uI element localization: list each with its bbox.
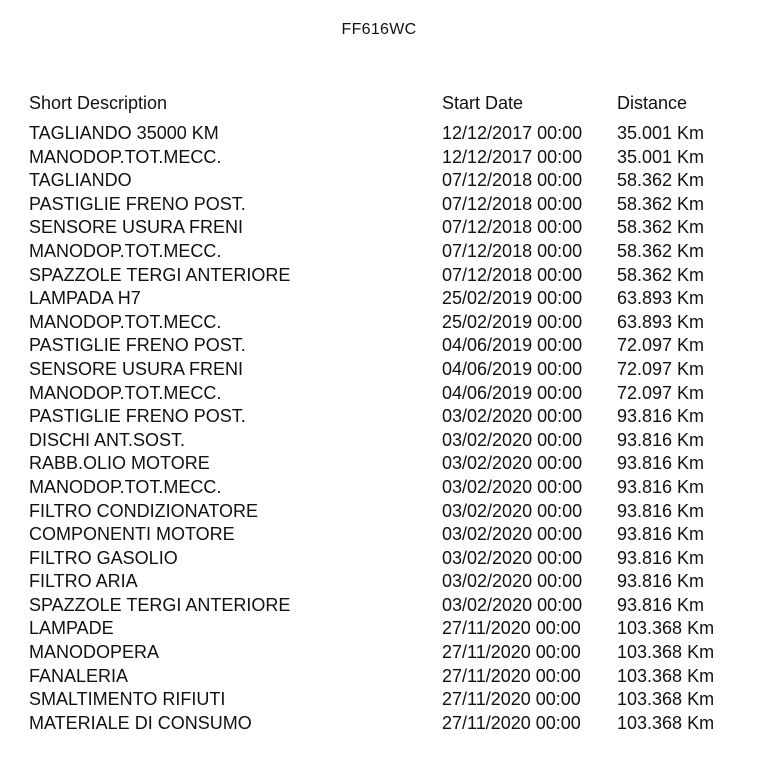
row-start-date: 03/02/2020 00:00: [442, 500, 583, 521]
row-start-date: 12/12/2017 00:00: [442, 146, 583, 167]
table-row: [29, 311, 749, 335]
row-start-date: 27/11/2020 00:00: [442, 689, 581, 710]
row-description: PASTIGLIE FRENO POST.: [29, 335, 246, 356]
row-start-date: 03/02/2020 00:00: [442, 476, 583, 497]
row-distance: 58.362 Km: [617, 240, 705, 261]
row-start-date: 03/02/2020 00:00: [442, 571, 583, 592]
table-row: [29, 146, 749, 170]
table-body: [29, 122, 749, 735]
header-short-description: Short Description: [29, 93, 168, 113]
table-row: [29, 547, 749, 571]
row-distance: 103.368 Km: [617, 665, 715, 686]
row-distance: 93.816 Km: [617, 547, 705, 568]
row-description: MANODOP.TOT.MECC.: [29, 146, 222, 167]
row-distance: 72.097 Km: [617, 358, 705, 379]
row-start-date: 07/12/2018 00:00: [442, 264, 583, 285]
row-distance: 35.001 Km: [617, 146, 705, 167]
table-row: [29, 240, 749, 264]
row-distance: 93.816 Km: [617, 571, 705, 592]
row-distance: 58.362 Km: [617, 264, 705, 285]
table-row: [29, 665, 749, 689]
row-start-date: 27/11/2020 00:00: [442, 642, 581, 663]
table-row: [29, 429, 749, 453]
table-row: [29, 264, 749, 288]
row-description: MANODOP.TOT.MECC.: [29, 382, 222, 403]
row-distance: 103.368 Km: [617, 642, 715, 663]
row-start-date: 04/06/2019 00:00: [442, 358, 583, 379]
row-start-date: 25/02/2019 00:00: [442, 288, 583, 309]
row-start-date: 03/02/2020 00:00: [442, 406, 583, 427]
row-start-date: 07/12/2018 00:00: [442, 217, 583, 238]
row-description: SPAZZOLE TERGI ANTERIORE: [29, 594, 291, 615]
row-description: MANODOP.TOT.MECC.: [29, 240, 222, 261]
table-row: [29, 287, 749, 311]
table-row: [29, 358, 749, 382]
row-distance: 72.097 Km: [617, 335, 705, 356]
row-distance: 93.816 Km: [617, 453, 705, 474]
row-description: LAMPADE: [29, 618, 114, 639]
row-start-date: 07/12/2018 00:00: [442, 193, 583, 214]
row-distance: 93.816 Km: [617, 524, 705, 545]
row-distance: 103.368 Km: [617, 689, 715, 710]
row-start-date: 03/02/2020 00:00: [442, 547, 583, 568]
row-distance: 103.368 Km: [617, 618, 715, 639]
row-distance: 93.816 Km: [617, 429, 705, 450]
header-distance: Distance: [617, 93, 688, 113]
table-row: [29, 122, 749, 146]
row-distance: 58.362 Km: [617, 217, 705, 238]
row-start-date: 04/06/2019 00:00: [442, 335, 583, 356]
table-row: [29, 617, 749, 641]
row-description: MATERIALE DI CONSUMO: [29, 712, 252, 733]
table-row: [29, 382, 749, 406]
row-distance: 63.893 Km: [617, 311, 705, 332]
row-start-date: 03/02/2020 00:00: [442, 594, 583, 615]
table-row: [29, 405, 749, 429]
row-start-date: 03/02/2020 00:00: [442, 453, 583, 474]
row-start-date: 03/02/2020 00:00: [442, 429, 583, 450]
table-row: [29, 641, 749, 665]
row-description: SENSORE USURA FRENI: [29, 217, 244, 238]
row-start-date: 04/06/2019 00:00: [442, 382, 583, 403]
row-description: FILTRO GASOLIO: [29, 547, 178, 568]
row-start-date: 07/12/2018 00:00: [442, 240, 583, 261]
row-description: SPAZZOLE TERGI ANTERIORE: [29, 264, 291, 285]
row-description: SENSORE USURA FRENI: [29, 358, 244, 379]
row-description: LAMPADA H7: [29, 288, 141, 309]
row-distance: 63.893 Km: [617, 288, 705, 309]
row-description: TAGLIANDO: [29, 170, 132, 191]
row-start-date: 12/12/2017 00:00: [442, 123, 583, 143]
row-distance: 58.362 Km: [617, 170, 705, 191]
table-row: [29, 216, 749, 240]
row-description: DISCHI ANT.SOST.: [29, 429, 186, 450]
table-row: [29, 594, 749, 618]
row-description: MANODOPERA: [29, 642, 160, 663]
row-distance: 58.362 Km: [617, 193, 705, 214]
row-distance: 93.816 Km: [617, 476, 705, 497]
table-row: [29, 570, 749, 594]
row-description: COMPONENTI MOTORE: [29, 524, 235, 545]
row-description: SMALTIMENTO RIFIUTI: [29, 689, 226, 710]
row-distance: 93.816 Km: [617, 594, 705, 615]
header-start-date: Start Date: [442, 93, 524, 113]
row-distance: 103.368 Km: [617, 712, 715, 733]
row-start-date: 03/02/2020 00:00: [442, 524, 583, 545]
row-distance: 93.816 Km: [617, 500, 705, 521]
table-row: [29, 712, 749, 736]
row-distance: 35.001 Km: [617, 123, 705, 143]
row-description: MANODOP.TOT.MECC.: [29, 476, 222, 497]
document-title: FF616WC: [341, 21, 417, 38]
table-row: [29, 452, 749, 476]
row-description: TAGLIANDO 35000 KM: [29, 123, 219, 143]
maintenance-table: [29, 92, 749, 735]
table-row: [29, 193, 749, 217]
table-row: [29, 523, 749, 547]
row-description: PASTIGLIE FRENO POST.: [29, 406, 246, 427]
row-start-date: 27/11/2020 00:00: [442, 712, 581, 733]
table-row: [29, 334, 749, 358]
row-distance: 93.816 Km: [617, 406, 705, 427]
table-row: [29, 476, 749, 500]
row-description: MANODOP.TOT.MECC.: [29, 311, 222, 332]
row-description: FANALERIA: [29, 665, 129, 686]
row-start-date: 27/11/2020 00:00: [442, 618, 581, 639]
table-row: [29, 169, 749, 193]
table-row: [29, 500, 749, 524]
row-start-date: 25/02/2019 00:00: [442, 311, 583, 332]
row-distance: 72.097 Km: [617, 382, 705, 403]
row-start-date: 27/11/2020 00:00: [442, 665, 581, 686]
row-start-date: 07/12/2018 00:00: [442, 170, 583, 191]
row-description: PASTIGLIE FRENO POST.: [29, 193, 246, 214]
row-description: FILTRO ARIA: [29, 571, 138, 592]
row-description: FILTRO CONDIZIONATORE: [29, 500, 259, 521]
table-row: [29, 688, 749, 712]
table-header: [29, 92, 749, 122]
row-description: RABB.OLIO MOTORE: [29, 453, 210, 474]
